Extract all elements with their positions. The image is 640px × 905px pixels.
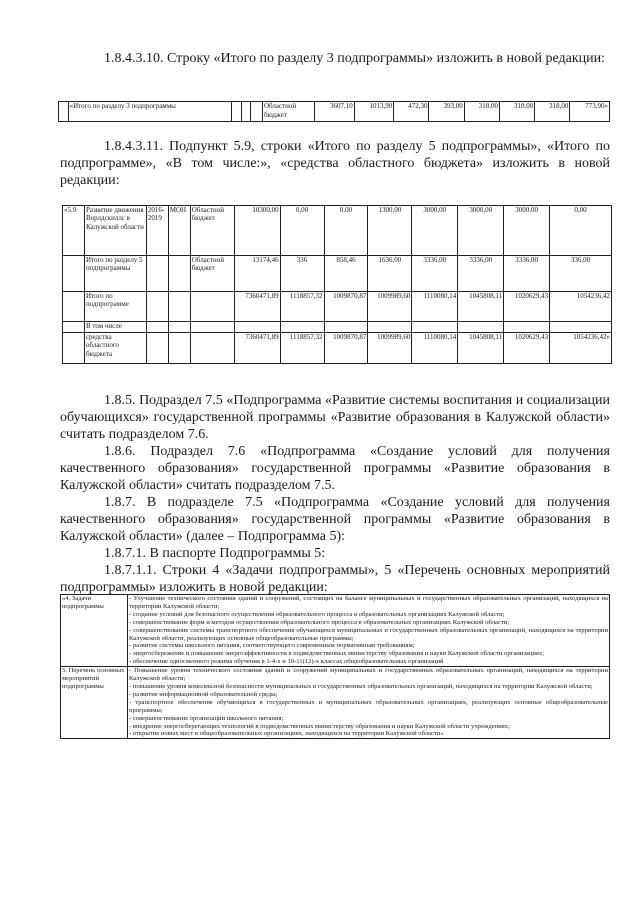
row-name: Итого по разделу 5 подпрограммы	[84, 256, 146, 292]
paragraph-1-8-7: 1.8.7. В подразделе 7.5 «Подпрограмма «Создание условий для получения качественного образования» государственной программы «Развитие образования в Калужской области» (далее – Подпрограмма 5):	[60, 495, 610, 544]
table-cell	[146, 292, 168, 322]
organization-cell: МОН	[168, 206, 190, 256]
budget-source: Областной бюджет	[190, 206, 234, 256]
value-cell: 1020629,43	[504, 292, 550, 322]
value-cell: 3000,00	[412, 206, 458, 256]
row-name: средства областного бюджета	[84, 333, 146, 364]
table-cell	[63, 333, 85, 364]
paragraph-1-8-4-3-11: 1.8.4.3.11. Подпункт 5.9, строки «Итого по разделу 5 подпрограммы», «Итого по подпрограмме», «В том числе:», «средства областного бюджета» изложить в новой редакции:	[60, 139, 610, 188]
value-cell: 1045808,11	[458, 292, 504, 322]
table-cell	[241, 102, 251, 122]
table-cell	[190, 292, 234, 322]
table-cell	[146, 333, 168, 364]
value-cell: 318,00	[464, 102, 499, 122]
table-cell	[231, 102, 241, 122]
table-cell	[550, 322, 612, 333]
value-cell: 13174,46	[234, 256, 280, 292]
table-cell	[504, 322, 550, 333]
table-total-section-3	[58, 101, 610, 122]
table-row	[59, 102, 610, 122]
table-cell	[190, 333, 234, 364]
row-label-activities: 5. Перечень основных мероприятий подпрограммы	[61, 667, 128, 739]
value-cell: 336	[280, 256, 324, 292]
value-cell: 0,00	[550, 206, 612, 256]
value-cell: 336,00	[550, 256, 612, 292]
value-cell: 1020629,43	[504, 333, 550, 364]
row-name: Развитие движения Ворлдскиллс в Калужской области	[84, 206, 146, 256]
list-item: - открытие новых мест в общеобразовательных организациях, находящихся на территории Калужской области»	[129, 730, 444, 738]
list-item: - совершенствование системы транспортного обеспечения обучающихся муниципальных и государственных образовательных организаций, находящихся на территории Калужской области, реализующих основные общеобразовательные программы;	[129, 626, 608, 642]
value-cell: 318,00	[535, 102, 570, 122]
list-item: - транспортное обеспечение обучающихся в государственных и муниципальных образовательных организациях, реализующих основные общеобразовательные программы;	[129, 698, 608, 714]
table-row	[61, 595, 610, 667]
value-cell: 1118857,32	[280, 292, 324, 322]
row-label-tasks: «4. Задачи подпрограммы	[61, 595, 128, 667]
row-name: В том числе	[84, 322, 146, 333]
table-row	[63, 333, 612, 364]
table-cell	[368, 322, 412, 333]
list-item: - повышение уровня комплексной безопасности муниципальных и государственных образовательных организаций, находящихся на территории Калужской области;	[129, 682, 593, 690]
table-cell	[146, 256, 168, 292]
value-cell: 393,00	[429, 102, 464, 122]
value-cell: 858,46	[324, 256, 368, 292]
table-row	[63, 322, 612, 333]
table-cell	[63, 292, 85, 322]
value-cell: 318,00	[499, 102, 534, 122]
list-item: - внедрение энергосберегающих технологий в подведомственных министерству образования и науки Калужской области учреждениях;	[129, 722, 510, 730]
list-item: - Улучшение технического состояния зданий и сооружений, состоящих на балансе муниципальных и государственных образовательных организаций, находящихся на территории Калужской области;	[129, 595, 608, 610]
table-cell	[458, 322, 504, 333]
budget-source: Областной бюджет	[262, 102, 314, 122]
value-cell: 1636,00	[368, 256, 412, 292]
table-cell	[168, 322, 190, 333]
paragraph-1-8-6: 1.8.6. Подраздел 7.6 «Подпрограмма «Создание условий для получения качественного образования» государственной программы «Развитие образования в Калужской области» считать подразделом 7.5.	[60, 444, 610, 493]
value-cell: 1118857,32	[280, 333, 324, 364]
value-cell: 1110080,14	[412, 292, 458, 322]
value-cell: 3336,00	[458, 256, 504, 292]
table-cell	[412, 322, 458, 333]
table-cell	[324, 322, 368, 333]
value-cell: 1054236,42»	[550, 333, 612, 364]
table-cell	[168, 292, 190, 322]
table-cell	[63, 322, 85, 333]
paragraph-1-8-7-1: 1.8.7.1. В паспорте Подпрограммы 5:	[104, 546, 326, 561]
years-cell: 2016-2019	[146, 206, 168, 256]
list-item: - развитие информационной образовательной среды;	[129, 690, 278, 698]
row-name: Итого по подпрограмме	[84, 292, 146, 322]
value-cell: 1300,00	[368, 206, 412, 256]
value-cell: 7360471,89	[234, 333, 280, 364]
value-cell: 0,00	[280, 206, 324, 256]
list-item: - обеспечение односменного режима обучения в 1-4-х и 10-11(12)-х классах общеобразовательных организаций	[129, 658, 444, 666]
value-cell: 472,30	[394, 102, 429, 122]
value-cell: 773,90»	[570, 102, 610, 122]
table-row	[61, 667, 610, 739]
value-cell: 1045808,11	[458, 333, 504, 364]
table-cell	[234, 322, 280, 333]
list-item: - создание условий для безопасного осуществления образовательного процесса в образовательных организациях Калужской области;	[129, 610, 505, 618]
value-cell: 3000,00	[504, 206, 550, 256]
list-item: - совершенствование организации школьного питания;	[129, 714, 284, 722]
table-cell	[59, 102, 69, 122]
value-cell: 3000,00	[458, 206, 504, 256]
table-row	[63, 256, 612, 292]
table-row	[63, 292, 612, 322]
activities-list	[128, 667, 610, 739]
value-cell: 1009989,60	[368, 292, 412, 322]
list-item: - совершенствование форм и методов осуществления образовательного процесса в образовательных организациях Калужской области;	[129, 618, 510, 626]
value-cell: 1054236,42	[550, 292, 612, 322]
value-cell: 1013,90	[354, 102, 394, 122]
paragraph-1-8-5: 1.8.5. Подраздел 7.5 «Подпрограмма «Развитие системы воспитания и социализации обучающихся» государственной программы «Развитие образования в Калужской области» считать подразделом 7.6.	[60, 393, 610, 442]
value-cell: 3607,10	[315, 102, 355, 122]
budget-source: Областной бюджет	[190, 256, 234, 292]
list-item: - энергосбережение и повышение энергоэффективности в подведомственных министерству образования и науки Калужской области организациях;	[129, 650, 545, 658]
value-cell: 1009989,60	[368, 333, 412, 364]
value-cell: 1009870,87	[324, 333, 368, 364]
table-cell	[251, 102, 263, 122]
value-cell: 1110080,14	[412, 333, 458, 364]
item-number: «5.9	[63, 206, 85, 256]
value-cell: 1009870,87	[324, 292, 368, 322]
value-cell: 3336,00	[504, 256, 550, 292]
table-cell	[168, 256, 190, 292]
total-label: «Итого по разделу 3 подпрограммы	[68, 102, 231, 122]
list-item: - Повышение уровня технического состояния зданий и сооружений муниципальных и государственных образовательных организаций, находящихся на территории Калужской области;	[129, 667, 608, 683]
table-cell	[146, 322, 168, 333]
value-cell: 3336,00	[412, 256, 458, 292]
value-cell: 7360471,89	[234, 292, 280, 322]
paragraph-1-8-7-1-1: 1.8.7.1.1. Строки 4 «Задачи подпрограммы», 5 «Перечень основных мероприятий подпрограммы» изложить в новой редакции:	[60, 563, 610, 595]
table-row	[63, 206, 612, 256]
table-subprogram-5-9	[62, 205, 612, 364]
table-cell	[280, 322, 324, 333]
tasks-list	[128, 595, 610, 667]
list-item: - развитие системы школьного питания, соответствующего современным нормативным требованиям;	[129, 642, 415, 650]
table-cell	[63, 256, 85, 292]
table-subprogram-passport	[60, 594, 610, 739]
value-cell: 0,00	[324, 206, 368, 256]
table-cell	[190, 322, 234, 333]
paragraph-1-8-4-3-10: 1.8.4.3.10. Строку «Итого по разделу 3 подпрограммы» изложить в новой редакции:	[104, 51, 606, 66]
table-cell	[168, 333, 190, 364]
value-cell: 10300,00	[234, 206, 280, 256]
